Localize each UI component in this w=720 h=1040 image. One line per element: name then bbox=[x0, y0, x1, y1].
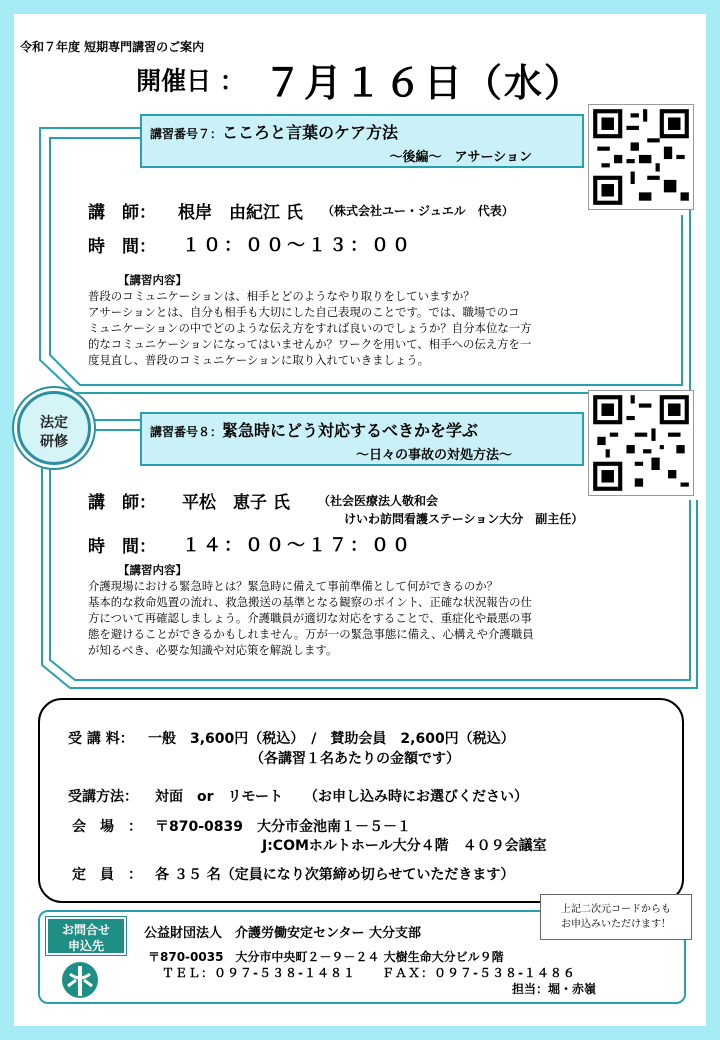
fee-label: 受 講 料： bbox=[68, 731, 134, 747]
contact-address: 〒870-0035 大分市中央町２－９－２４ 大樹生命大分ビル９階 bbox=[148, 950, 504, 964]
course7-number: 講習番号７： bbox=[150, 127, 223, 141]
contact-badge-line2: 申込先 bbox=[67, 939, 104, 953]
course8-time-value: １４：００～１７：００ bbox=[182, 535, 413, 556]
course8-content-heading: 【講習内容】 bbox=[118, 563, 187, 577]
course7-qr-code[interactable] bbox=[588, 104, 694, 210]
course8-qr-code[interactable] bbox=[588, 390, 694, 496]
course7-time-label: 時 間： bbox=[88, 237, 156, 257]
course8-lecturer-affiliation-2: けいわ訪問看護ステーション大分 副主任） bbox=[344, 512, 584, 526]
course8-title-box bbox=[140, 412, 584, 466]
venue-line2: J:COMホルトホール大分４階 ４０９会議室 bbox=[262, 838, 547, 854]
qr-code-icon bbox=[589, 391, 693, 495]
contact-badge-line1: お問合せ bbox=[61, 923, 110, 937]
course8-content: 介護現場における緊急時とは？緊急時に備えて事前準備として何ができるのか？ 基本的な救命処置の流れ、救急搬送の基準となる観察のポイント、正確な状況報告の仕 方について再確認しましょう。介護職員が適切な対応をすることで、重症化や最悪の事 態を避けることができるかもしれません。万が一の緊急事態に備え、心構えや介護職員 が知るべき、必要な知識や対応策を解説します。 bbox=[88, 579, 534, 657]
qr-note bbox=[540, 894, 692, 940]
contact-person: 担当：堀・赤嶺 bbox=[512, 982, 597, 996]
course7-subtitle: ～後編～ アサーション bbox=[389, 150, 532, 165]
mandatory-training-badge bbox=[17, 391, 91, 465]
capacity-label: 定 員 ： bbox=[72, 867, 142, 883]
course8-title-text: 緊急時にどう対応するべきかを学ぶ bbox=[222, 421, 479, 440]
date-label: 開催日 ： bbox=[136, 66, 245, 96]
fee-value: 一般 3,600円（税込） / 賛助会員 2,600円（税込） bbox=[148, 731, 515, 747]
course7-lecturer-affiliation: （株式会社ユー・ジュエル 代表） bbox=[322, 204, 514, 218]
course8-title bbox=[150, 418, 478, 441]
organization-logo-icon bbox=[58, 960, 102, 1000]
course8-subtitle: ～日々の事故の対処方法～ bbox=[355, 448, 512, 463]
method-label: 受講方法： bbox=[68, 789, 138, 805]
method-value: 対面 or リモート （お申し込み時にお選びください） bbox=[155, 789, 528, 805]
course8-lecturer-label: 講 師： bbox=[88, 493, 156, 513]
course7-lecturer-label: 講 師： bbox=[88, 203, 156, 223]
course8-lecturer-affiliation-1: （社会医療法人敬和会 bbox=[318, 494, 439, 508]
course7-content-heading: 【講習内容】 bbox=[118, 273, 187, 287]
badge-line1: 法定 bbox=[40, 415, 68, 431]
badge-line2: 研修 bbox=[40, 434, 68, 450]
course7-title-box bbox=[140, 114, 584, 168]
course7-title-text: こころと言葉のケア方法 bbox=[222, 123, 399, 142]
course7-content: 普段のコミュニケーションは、相手とどのようなやり取りをしていますか？ アサーションとは、自分も相手も大切にした自己表現のことです。では、職場でのコ ミュニケーションの中でどのような伝え方をすれば良いのでしょうか？自分本位な一方 的なコミュニケーションになってはいませんか？ワークを用いて、相手への伝え方を一 度見直し、普段のコミュニケーションに取り入れていきましょう。 bbox=[88, 289, 532, 367]
capacity-value: 各 ３５ 名（定員になり次第締め切らせていただきます） bbox=[155, 867, 515, 883]
course8-time-label: 時 間： bbox=[88, 537, 156, 557]
qr-note-text: 上記二次元コードからも お申込みいただけます！ bbox=[561, 904, 671, 930]
venue-line1: 〒870-0839 大分市金池南１－５－１ bbox=[155, 819, 411, 835]
contact-organization: 公益財団法人 介護労働安定センター 大分支部 bbox=[144, 926, 422, 941]
course7-lecturer-name: 根岸 由紀江 氏 bbox=[178, 203, 303, 223]
contact-phone-fax: ＴＥＬ：０９７-５３８-１４８１ ＦＡＸ：０９７-５３８-１４８６ bbox=[162, 966, 576, 980]
course8-lecturer-name: 平松 恵子 氏 bbox=[182, 493, 290, 513]
date-value: ７月１６日（水） bbox=[263, 61, 584, 105]
course8-number: 講習番号８： bbox=[150, 425, 223, 439]
contact-badge bbox=[46, 917, 126, 955]
header-subtitle: 令和７年度 短期専門講習のご案内 bbox=[20, 40, 205, 54]
qr-code-icon bbox=[589, 105, 693, 209]
course7-time-value: １０：００～１３：００ bbox=[182, 235, 413, 256]
course7-title bbox=[150, 120, 398, 143]
venue-label: 会 場 ： bbox=[72, 819, 142, 835]
fee-note: （各講習１名あたりの金額です） bbox=[250, 751, 460, 767]
